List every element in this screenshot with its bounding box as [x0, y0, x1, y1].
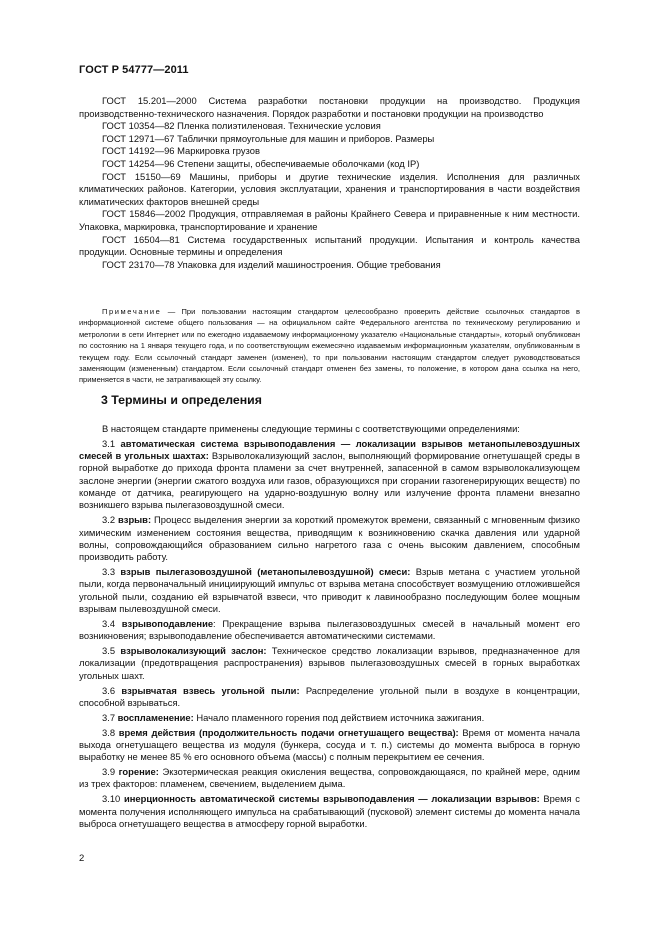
term-definition: Процесс выделения энергии за короткий промежуток времени, связанный с мгновенным физико химическим изменением состояния вещества, приводящим к возникновению скачка давления или ударной волны, сопровождающийся образованием сильно нагретого газа с очень высоким давлением, способным производить работу. — [79, 514, 581, 563]
term-name: автоматическая система взрывоподавления — локализации взрывов метанопылевоздушных смесей в угольных шахтах: — [79, 437, 580, 462]
term-name: взрывоподавление — [121, 617, 214, 629]
term-name: горение: — [118, 766, 159, 778]
reference-item: ГОСТ 23170—78 Упаковка для изделий машиностроения. Общие требования — [102, 258, 441, 270]
term-definition: Взрыволокализующий заслон, выполняющий формирование огнетушащей среды в горной выработке до прихода фронта пламени за счет внутренней, запасенной в самом взрыволокализующем заслоне энергии (энергии сжатого воздуха или газов, образующихся при сгорании газогенерирующих веществ) по команде от датчика, реагирующего на ударно-воздушную волну или излучение фронта пламени внезапно возникшего взрыва пылегазовоздушной смеси. — [79, 450, 580, 511]
normative-references-list — [79, 95, 580, 271]
reference-item: ГОСТ 10354—82 Пленка полиэтиленовая. Технические условия — [102, 120, 381, 132]
term-name: взрыв пылегазовоздушной (метанопылевоздушной) смеси: — [120, 566, 411, 578]
definition-item — [79, 514, 580, 563]
term-definition: Распределение угольной пыли в воздухе в концентрации, способной взрываться. — [79, 684, 581, 708]
reference-item: ГОСТ 14192—96 Маркировка грузов — [102, 145, 260, 157]
term-definition: Техническое средство локализации взрывов, предназначенное для локализации (предотвращения распространения) взрывов пылегазовоздушных смесей в горных выработках угольных шахт. — [79, 645, 581, 681]
term-name: взрыв: — [118, 514, 152, 526]
definition-item — [79, 438, 580, 512]
term-number: 3.4 — [102, 617, 116, 629]
term-name: взрыволокализующий заслон: — [120, 645, 267, 657]
term-number: 3.5 — [102, 645, 116, 657]
reference-item: ГОСТ 16504—81 Система государственных испытаний продукции. Испытания и контроль качества продукции. Основные термины и определения — [79, 233, 580, 258]
reference-item: ГОСТ 15846—2002 Продукция, отправляемая в районы Крайнего Севера и приравненные к ним местности. Упаковка, маркировка, транспортирование и хранение — [79, 208, 580, 232]
term-name: время действия (продолжительность подачи огнетушащего вещества): — [118, 726, 459, 738]
definition-item — [79, 766, 580, 791]
term-name: взрывчатая взвесь угольной пыли: — [121, 684, 300, 696]
page-number: 2 — [79, 853, 85, 864]
definition-item — [79, 727, 580, 764]
term-number: 3.6 — [102, 684, 116, 696]
note-label: Примечание — [102, 307, 162, 316]
note-text: — При пользовании настоящим стандартом целесообразно проверить действие ссылочных стандартов в информационной системе общего пользования — на официальном сайте Федерального агентства по техническому регулированию и метрологии в сети Интернет или по ежегодно издаваемому информационному указателю «Национальные стандарты», который опубликован по состоянию на 1 января текущего года, и по соответствующим ежемесячно издаваемым информационным указателям, опубликованным в текущем году. Если ссылочный стандарт заменен (изменен), то при пользовании настоящим стандартом следует руководствоваться заменяющим (измененным) стандартом. Если ссылочный стандарт отменен без замены, то положение, в котором дана ссылка на него, применяется в части, не затрагивающей эту ссылку. — [79, 307, 580, 385]
term-definition: Время от момента начала выхода огнетушащего вещества из модуля (бункера, сосуда и т. п.) системы до момента выброса в горную выработку не менее 85 % его основного объема (массы) с полным перекрытием ее сечения. — [79, 726, 580, 763]
definition-item — [79, 712, 580, 724]
reference-note — [79, 306, 580, 386]
note-paragraph — [79, 306, 580, 386]
reference-item: ГОСТ 12971—67 Таблички прямоугольные для машин и приборов. Размеры — [102, 132, 435, 144]
reference-item: ГОСТ 15.201—2000 Система разработки постановки продукции на производство. Продукция производственно-технического назначения. Порядок разработки и постановки продукции на производство — [79, 95, 580, 119]
term-definition: Взрыв метана с участием угольной пыли, когда первоначальный инициирующий импульс от взрыва метана способствует возмущению отложившейся угольной пыли, созданию ей взрывчатой взвеси, что приводит к лавинообразно последующим более мощным взрывам пылевоздушной смеси. — [79, 566, 581, 614]
term-definition: : Прекращение взрыва пылегазовоздушных смесей в начальный момент его возникновения; взрывоподавление обеспечивается автоматическими системами. — [79, 617, 580, 642]
term-name: воспламенение: — [117, 711, 194, 723]
reference-item: ГОСТ 14254—96 Степени защиты, обеспечиваемые оболочками (код IP) — [102, 157, 420, 169]
term-number: 3.1 — [102, 437, 116, 449]
definition-item — [79, 645, 580, 682]
definition-item — [79, 566, 580, 615]
term-number: 3.3 — [102, 566, 116, 578]
term-number: 3.7 — [102, 711, 116, 723]
term-definition: Экзотермическая реакция окисления вещества, сопровождающаяся, по крайней мере, одним из трех факторов: пламенем, свечением, выделением дыма. — [79, 766, 580, 790]
section-intro: В настоящем стандарте применены следующие термины с соответствующими определениями: — [102, 423, 520, 434]
definition-item — [79, 618, 580, 643]
section-title: 3 Термины и определения — [101, 393, 262, 407]
term-number: 3.10 — [102, 793, 121, 805]
term-name: инерционность автоматической системы взрывоподавления — локализации взрывов: — [123, 793, 540, 805]
definitions-body — [79, 423, 580, 833]
term-number: 3.2 — [102, 514, 116, 526]
reference-item: ГОСТ 15150—69 Машины, приборы и другие технические изделия. Исполнения для различных климатических районов. Категории, условия эксплуатации, хранения и транспортирования в части воздействия климатических факторов внешней среды — [79, 170, 580, 207]
term-definition: Время с момента получения исполняющего импульса на срабатывающий (пусковой) элемент системы до момента начала выброса огнетушащего вещества в атмосферу горной выработки. — [79, 793, 580, 829]
definition-item — [79, 685, 580, 710]
term-definition: Начало пламенного горения под действием источника зажигания. — [193, 711, 485, 723]
definition-item — [79, 793, 580, 830]
document-id-header: ГОСТ Р 54777—2011 — [79, 64, 189, 76]
term-number: 3.9 — [102, 766, 116, 778]
term-number: 3.8 — [102, 726, 116, 738]
